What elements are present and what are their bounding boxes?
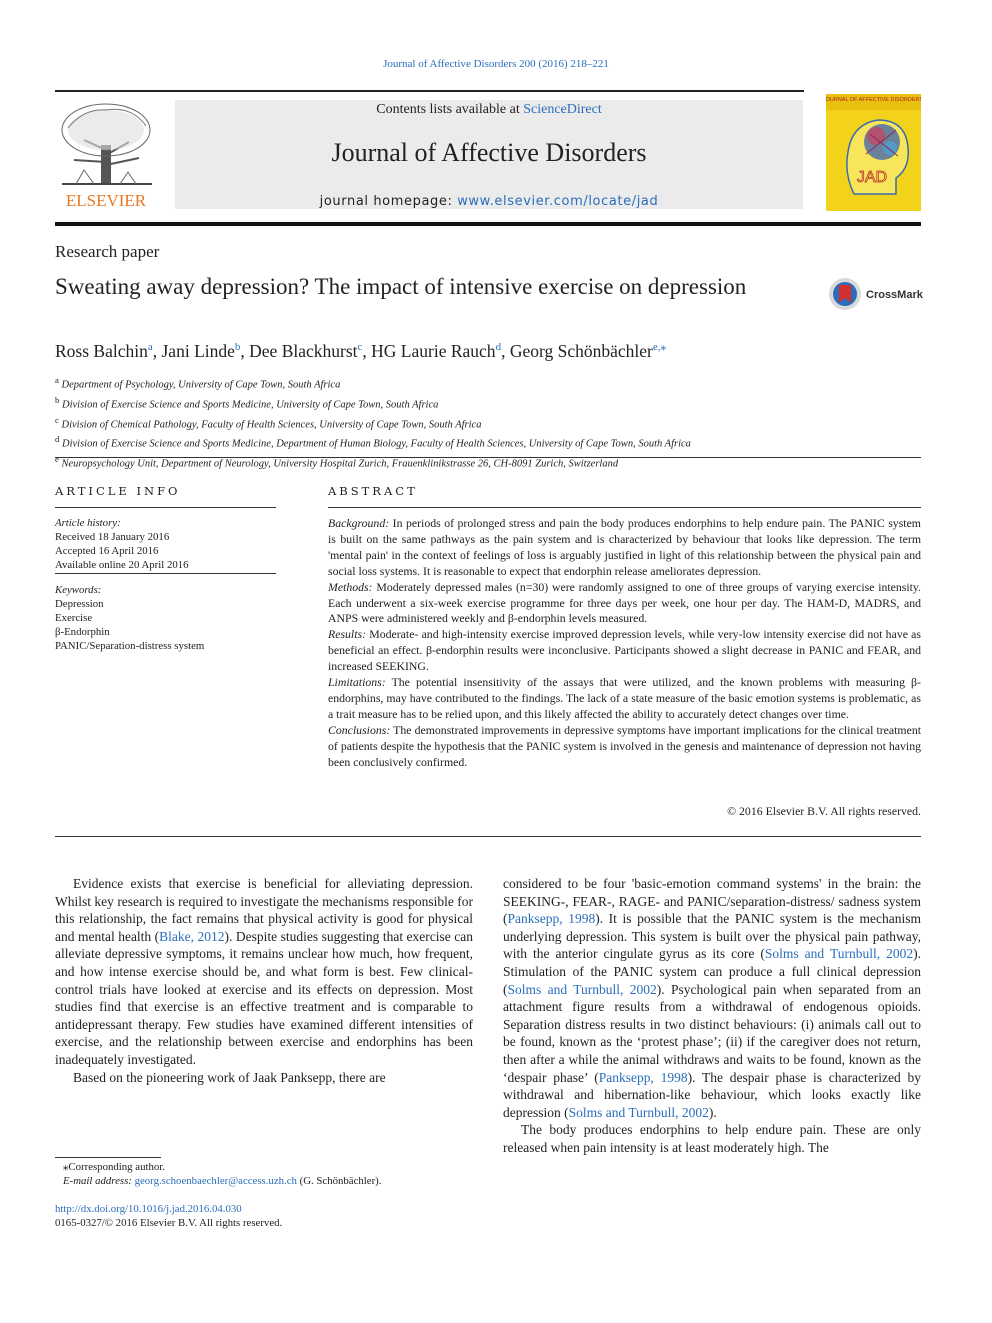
abstract-section: [328, 723, 921, 771]
abstract-section: [328, 580, 921, 628]
email-note: [55, 1174, 381, 1188]
abstract-section-text: Moderate- and high-intensity exercise improved depression levels, while very-low intensity exercise did not have as beneficial an effect. β-endorphin results were inconclusive. Participants showed a slight decrease in PANIC and FEAR, and increased SEEKING.: [328, 627, 921, 674]
doi-link[interactable]: http://dx.doi.org/10.1016/j.jad.2016.04.030: [55, 1203, 242, 1215]
footnotes: [55, 1160, 381, 1188]
paper-title: Sweating away depression? The impact of intensive exercise on depression: [55, 274, 747, 299]
author-affiliation-mark[interactable]: c: [357, 341, 363, 353]
doi-block: [55, 1202, 282, 1230]
body-text: ). Psychological pain when separated from an attachment figure results from a withdrawal of endogenous opioids. Separation distress results in two distinct behaviours: (i) animals call out to be found, known as the ‘protest phase’; (ii) if the caregiver does not return, then after a while the animal withdraws and waits to be found, known as the ‘despair phase’ (: [503, 981, 922, 1085]
issn-line: 0165-0327/© 2016 Elsevier B.V. All rights reserved.: [55, 1217, 283, 1229]
abstract-bottom-rule: [55, 836, 921, 837]
affiliation-mark: c: [55, 414, 59, 425]
journal-cover-image[interactable]: [826, 94, 921, 211]
citation-link[interactable]: Panksepp, 1998: [598, 1069, 688, 1085]
affiliation-item: [55, 373, 691, 393]
elsevier-logo: [54, 100, 159, 210]
author-name[interactable]: Georg Schönbächler: [509, 340, 653, 361]
author-name[interactable]: Jani Linde: [161, 340, 235, 361]
article-info-rule: [55, 507, 276, 508]
affiliation-text: Division of Exercise Science and Sports Medicine, Department of Human Biology, Faculty of Health Sciences, University of Cape Town, South Africa: [62, 438, 691, 450]
abstract-section-text: The demonstrated improvements in depressive symptoms have important implications for the clinical treatment of patients despite the hypothesis that the PANIC system is involved in the genesis and maintenance of depression not having been conclusively confirmed.: [328, 722, 921, 769]
body-text: Based on the pioneering work of Jaak Panksepp, there are: [73, 1069, 386, 1085]
author-separator: ,: [501, 340, 510, 361]
history-accepted: Accepted 16 April 2016: [55, 545, 159, 557]
body-paragraph: [55, 875, 473, 1069]
article-info-rule-2: [55, 573, 276, 574]
author-affiliation-mark[interactable]: d: [495, 341, 502, 353]
affiliation-rule: [55, 457, 921, 458]
author-separator: ,: [240, 340, 250, 361]
citation-link[interactable]: Blake, 2012: [159, 928, 225, 944]
author-separator: ,: [362, 340, 372, 361]
affiliation-text: Division of Chemical Pathology, Faculty of Health Sciences, University of Cape Town, South Africa: [61, 419, 482, 431]
abstract-section-text: In periods of prolonged stress and pain the body produces endorphins to help endure pain. The PANIC system is built on the same pathways as the pain system and is characterized by behaviour that looks like depression. The term 'mental pain' in the context of feelings of loss is arguably justified in light of this relationship between the physical pain and social loss systems. It is reasonable to expect that endorphin release ameliorates depression.: [328, 516, 921, 578]
abstract-section-label: Background:: [328, 516, 390, 530]
body-text: ). It is possible that the PANIC system is the mechanism underlying depression. This system is built over the physical pain pathway, with the anterior cingulate gyrus as its core (: [503, 911, 921, 962]
affiliation-mark: b: [55, 394, 60, 405]
abstract-rule: [328, 507, 921, 508]
corresponding-author-mark[interactable]: ⁎: [660, 341, 666, 353]
keyword: Exercise: [55, 612, 93, 624]
abstract-section-label: Limitations:: [328, 675, 386, 690]
affiliation-item: [55, 452, 691, 472]
body-text: Evidence exists that exercise is beneficial for alleviating depression. Whilst key research is required to investigate the mechanisms responsible for this relationship, the fact remains that physical activity is good for physical and mental health (: [55, 876, 473, 944]
keyword: PANIC/Separation-distress system: [55, 640, 205, 652]
article-history: [55, 516, 189, 572]
affiliation-item: [55, 413, 691, 433]
abstract-body: [328, 516, 921, 771]
author-name[interactable]: Dee Blackhurst: [249, 340, 358, 361]
journal-title: Journal of Affective Disorders: [331, 138, 647, 167]
contents-line: [175, 102, 803, 118]
keywords-label: Keywords:: [55, 584, 102, 596]
keyword: Depression: [55, 598, 104, 610]
abstract-section: [328, 627, 921, 675]
citation-link[interactable]: Solms and Turnbull, 2002: [507, 981, 657, 997]
sciencedirect-link[interactable]: ScienceDirect: [523, 102, 602, 117]
affiliation-mark: a: [55, 375, 59, 385]
citation-link[interactable]: Solms and Turnbull, 2002: [568, 1104, 709, 1120]
author-list: [55, 340, 666, 362]
body-text: The body produces endorphins to help endure pain. These are only released when pain intensity is at least moderately high. The: [503, 1122, 921, 1155]
affiliation-item: [55, 393, 691, 413]
body-text: ). Despite studies suggesting that exercise can alleviate depressive symptoms, it remains unclear how much, how frequent, and how intense exercise should be, and what form is best. Few clinical-control trials have looked at exercise and its effects on depression. Most studies find that exercise is an effective treatment and is comparable to antidepressant therapy. Few studies have examined different intensities of exercise, and the relationship between exercise and endorphins has been inadequately investigated.: [55, 928, 473, 1067]
citation-link[interactable]: Journal of Affective Disorders 200 (2016) 218–221: [383, 58, 609, 70]
abstract-section: [328, 675, 921, 723]
homepage-link[interactable]: www.elsevier.com/locate/jad: [457, 194, 659, 209]
abstract-section-label: Conclusions:: [328, 722, 391, 737]
author-name[interactable]: HG Laurie Rauch: [371, 340, 496, 361]
author-affiliation-mark[interactable]: a: [147, 341, 153, 353]
affiliation-mark: d: [55, 434, 60, 445]
keyword: β-Endorphin: [55, 626, 110, 638]
crossmark-label: CrossMark: [866, 289, 923, 301]
journal-cover-icon: [826, 94, 921, 211]
corresponding-author-note: ⁎Corresponding author.: [63, 1161, 165, 1173]
body-paragraph: [503, 1121, 921, 1156]
body-column-left: [55, 875, 473, 1086]
body-paragraph: [55, 1069, 473, 1087]
author-affiliation-mark[interactable]: b: [234, 341, 241, 353]
body-column-right: [503, 875, 921, 1157]
body-paragraph: [503, 875, 921, 1121]
affiliation-text: Division of Exercise Science and Sports Medicine, University of Cape Town, South Africa: [62, 399, 439, 411]
body-text: ). Stimulation of the PANIC system can produce a full clinical depression (: [503, 946, 921, 997]
history-received: Received 18 January 2016: [55, 531, 170, 543]
contents-prefix: Contents lists available at: [376, 102, 524, 117]
citation-link[interactable]: Solms and Turnbull, 2002: [764, 946, 914, 962]
footnote-rule: [55, 1157, 161, 1158]
body-text: ). The despair phase is characterized by withdrawal and hibernation-like behaviour, which looks exactly like depression (: [503, 1069, 921, 1120]
body-text: ).: [708, 1104, 717, 1120]
email-link[interactable]: georg.schoenbaechler@access.uzh.ch: [134, 1175, 297, 1187]
homepage-prefix: journal homepage:: [319, 194, 458, 209]
author-separator: ,: [152, 340, 162, 361]
author-affiliation-mark[interactable]: e,: [652, 341, 661, 353]
history-label: Article history:: [55, 517, 121, 529]
abstract-heading: ABSTRACT: [328, 484, 418, 498]
abstract-section-label: Methods:: [328, 579, 373, 594]
affiliation-text: Neuropsychology Unit, Department of Neurology, University Hospital Zurich, Frauenklinikstrasse 26, CH-8091 Zurich, Switzerland: [61, 458, 619, 470]
publisher-logo-text: ELSEVIER: [65, 191, 147, 210]
header-bottom-rule: [55, 222, 921, 226]
abstract-section: [328, 516, 921, 580]
abstract-section-text: Moderately depressed males (n=30) were randomly assigned to one of three groups of varying exercise intensity. Each underwent a six-week exercise programme for three days per week, one hour per day. The HAM-D, MADRS, and ANPS were administered weekly and β-endorphin levels measured.: [328, 579, 922, 626]
abstract-section-label: Results:: [328, 627, 367, 642]
homepage-line: [175, 194, 803, 209]
keywords: [55, 583, 204, 653]
history-online: Available online 20 April 2016: [55, 559, 189, 571]
body-text: considered to be four 'basic-emotion command systems' in the brain: the SEEKING-, FEAR-, RAGE- and PANIC/separation-distress/ sadness system (: [503, 876, 921, 927]
crossmark-icon: [828, 276, 928, 312]
author-name[interactable]: Ross Balchin: [55, 340, 148, 361]
journal-citation[interactable]: [0, 58, 992, 70]
header-top-rule: [55, 90, 804, 92]
crossmark-badge[interactable]: [828, 276, 928, 312]
email-label: E-mail address:: [63, 1175, 132, 1187]
citation-link[interactable]: Panksepp, 1998: [507, 911, 596, 927]
article-type: Research paper: [55, 242, 160, 261]
affiliation-item: [55, 432, 691, 452]
affiliation-mark: e: [55, 454, 59, 465]
abstract-section-text: The potential insensitivity of the assays that were utilized, and the known problems with measuring β-endorphins, may have contributed to the findings. The lack of a state measure of the basic emotion systems is problematic, as a trait measure has to be relied upon, and this likely affected the ability to accurately detect changes over time.: [328, 675, 921, 721]
affiliation-text: Department of Psychology, University of Cape Town, South Africa: [61, 379, 341, 391]
email-owner: (G. Schönbächler).: [299, 1175, 382, 1187]
cover-title: JOURNAL OF AFFECTIVE DISORDERS: [826, 97, 921, 103]
cover-badge: JAD: [856, 169, 888, 186]
elsevier-tree-icon: [54, 100, 159, 210]
article-info-heading: ARTICLE INFO: [55, 484, 181, 498]
abstract-copyright: © 2016 Elsevier B.V. All rights reserved.: [727, 804, 921, 818]
